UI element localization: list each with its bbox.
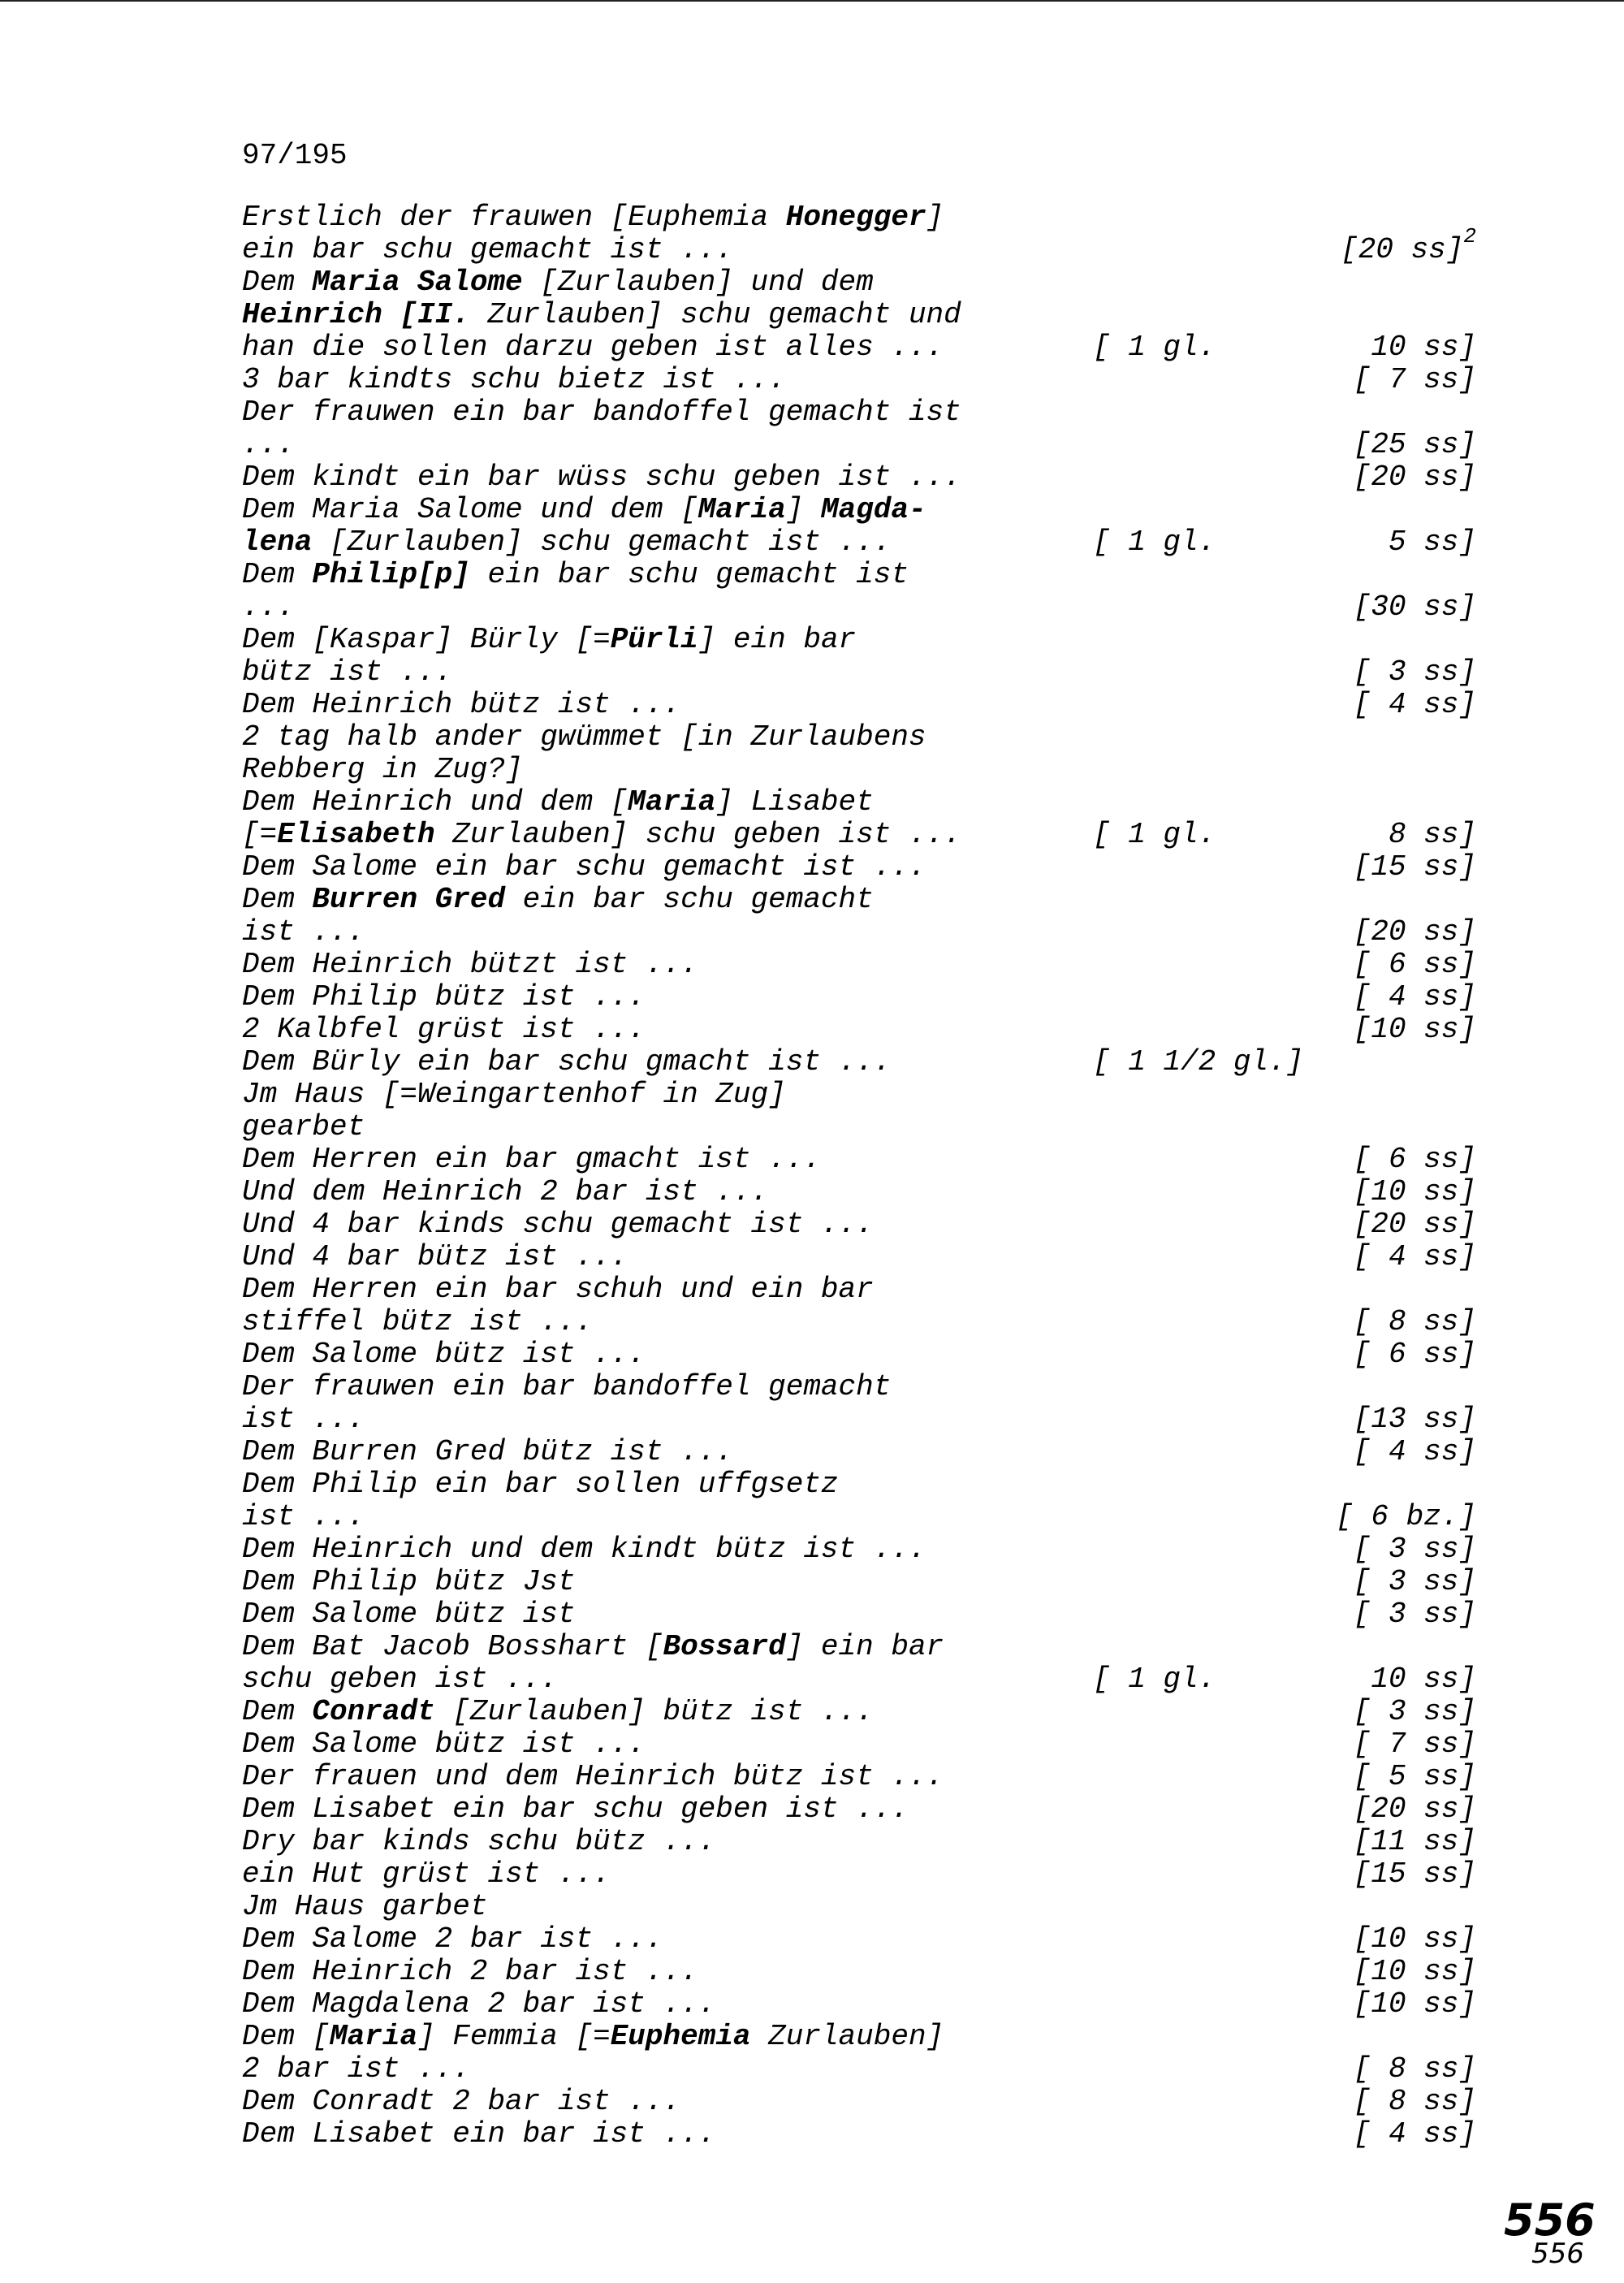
entry-text (242, 1273, 874, 1306)
text-part: Dem Philip ein bar sollen uffgsetz (242, 1468, 839, 1501)
amount-value: [ 7 ss] (1353, 1727, 1476, 1761)
ledger-row (242, 1826, 1476, 1858)
stamp-number-top: 556 (1504, 2194, 1596, 2246)
page-id: 97/195 (242, 139, 348, 172)
shilling-amount (1354, 656, 1476, 689)
amount-value: 10 ss] (1371, 1663, 1476, 1696)
amount-value: [ 4 ss] (1353, 1240, 1476, 1273)
shilling-amount (1354, 591, 1476, 624)
ledger-row (242, 624, 1476, 656)
text-part: Dem Burren Gred bütz ist ... (242, 1435, 733, 1468)
ledger-row (242, 1696, 1476, 1728)
ledger-row (242, 1923, 1476, 1956)
shilling-amount (1354, 1598, 1476, 1631)
entry-text (242, 1209, 874, 1241)
entry-text (242, 201, 944, 234)
shilling-amount (1389, 819, 1476, 851)
text-part: [Zurlauben] schu gemacht ist ... (312, 525, 892, 559)
amount-value: [11 ss] (1353, 1825, 1476, 1858)
amount-value: [10 ss] (1353, 1922, 1476, 1956)
entry-text (242, 1371, 891, 1403)
entry-text (242, 559, 909, 591)
shilling-amount (1354, 1826, 1476, 1858)
shilling-amount (1354, 1403, 1476, 1436)
entry-text (242, 2053, 470, 2086)
shilling-amount (1354, 2086, 1476, 2118)
amount-value: [10 ss] (1353, 1013, 1476, 1046)
entry-text (242, 721, 926, 754)
shilling-amount (1354, 1306, 1476, 1338)
text-part: ] (785, 493, 821, 526)
ledger-row (242, 1663, 1476, 1696)
page-top-border (0, 0, 1624, 2)
ledger-row (242, 2118, 1476, 2151)
shilling-amount (1354, 689, 1476, 721)
ledger-row (242, 299, 1476, 331)
ledger-row (242, 1761, 1476, 1793)
amount-value: [15 ss] (1353, 1857, 1476, 1891)
gulden-amount: [ 1 gl. (1093, 331, 1216, 364)
gulden-amount: [ 1 gl. (1093, 818, 1216, 851)
entry-text (242, 1501, 365, 1533)
entry-text (242, 266, 874, 299)
text-part: ist ... (242, 1500, 365, 1533)
shilling-amount (1354, 851, 1476, 884)
ledger-row (242, 331, 1476, 364)
text-part: ist ... (242, 1403, 365, 1436)
bold-name: Conradt (312, 1695, 435, 1728)
shilling-amount (1371, 331, 1476, 364)
ledger-row (242, 1403, 1476, 1436)
entry-text (242, 1468, 839, 1501)
text-part: Und 4 bar bütz ist ... (242, 1240, 628, 1273)
amount-value: [ 3 ss] (1353, 1695, 1476, 1728)
ledger-row (242, 1338, 1476, 1371)
shilling-amount (1354, 1761, 1476, 1793)
entry-text (242, 2021, 944, 2053)
entry-text (242, 1403, 365, 1436)
text-part: Der frauwen ein bar bandoffel gemacht (242, 1370, 892, 1403)
ledger-row (242, 1436, 1476, 1468)
amount-value: [ 6 ss] (1353, 1338, 1476, 1371)
text-part: Und 4 bar kinds schu gemacht ist ... (242, 1208, 874, 1241)
ledger-row (242, 461, 1476, 494)
entry-text (242, 754, 523, 786)
text-part: Dem Bat Jacob Bosshart [ (242, 1630, 663, 1663)
text-part: han die sollen darzu geben ist alles ... (242, 331, 944, 364)
entry-text (242, 1046, 891, 1079)
bold-name: lena (242, 525, 313, 559)
amount-value: [ 8 ss] (1353, 1305, 1476, 1338)
bold-name: Heinrich [II. (242, 298, 470, 331)
shilling-amount (1354, 949, 1476, 981)
entry-text (242, 1728, 646, 1761)
ledger-row (242, 1111, 1476, 1144)
entry-text (242, 1144, 821, 1176)
ledger-row (242, 2086, 1476, 2118)
amount-value: [10 ss] (1353, 1955, 1476, 1988)
stamp-number-bottom: 556 (1531, 2238, 1584, 2266)
entry-text (242, 786, 874, 819)
text-part: Jm Haus [=Weingartenhof in Zug] (242, 1078, 786, 1111)
amount-value: [ 6 ss] (1353, 1143, 1476, 1176)
ledger-row (242, 494, 1476, 526)
text-part: Zurlauben] (750, 2020, 944, 2053)
entry-text (242, 981, 646, 1014)
entry-text (242, 1079, 786, 1111)
entry-text (242, 1826, 715, 1858)
text-part: bütz ist ... (242, 655, 453, 689)
text-part: Dem Philip bütz Jst (242, 1565, 576, 1598)
text-part: Jm Haus garbet (242, 1890, 488, 1923)
shilling-amount (1354, 461, 1476, 494)
text-part: Dem Salome bütz ist ... (242, 1727, 646, 1761)
amount-value: [ 3 ss] (1353, 1565, 1476, 1598)
ledger-row (242, 1209, 1476, 1241)
ledger-row (242, 916, 1476, 949)
bold-name: Maria (330, 2020, 418, 2053)
entry-text (242, 364, 786, 396)
entry-text (242, 949, 698, 981)
amount-value: [ 4 ss] (1353, 1435, 1476, 1468)
text-part: ] ein bar (785, 1630, 944, 1663)
shilling-amount (1389, 526, 1476, 559)
shilling-amount (1354, 916, 1476, 949)
shilling-amount (1354, 1144, 1476, 1176)
amount-value: [20 ss] (1341, 233, 1464, 266)
entry-text (242, 689, 680, 721)
gulden-amount: [ 1 gl. (1093, 525, 1216, 559)
ledger-row (242, 1176, 1476, 1209)
shilling-amount (1354, 981, 1476, 1014)
shilling-amount (1354, 1728, 1476, 1761)
ledger-row (242, 1144, 1476, 1176)
shilling-amount (1371, 1663, 1476, 1696)
text-part: Dem [ (242, 2020, 330, 2053)
ledger-row (242, 786, 1476, 819)
ledger-row (242, 1566, 1476, 1598)
shilling-amount (1354, 1014, 1476, 1046)
amount-value: [ 5 ss] (1353, 1760, 1476, 1793)
shilling-amount (1354, 2118, 1476, 2151)
text-part: [= (242, 818, 278, 851)
entry-text (242, 461, 961, 494)
ledger-row (242, 559, 1476, 591)
ledger-row (242, 1988, 1476, 2021)
amount-value: [ 6 bz.] (1336, 1500, 1476, 1533)
amount-value: [ 3 ss] (1353, 1533, 1476, 1566)
text-part: ein bar schu gemacht ist ... (242, 233, 733, 266)
entry-text (242, 851, 926, 884)
gulden-amount: [ 1 1/2 gl.] (1093, 1045, 1304, 1079)
text-part: ist ... (242, 915, 365, 949)
amount-value: [25 ss] (1353, 428, 1476, 461)
ledger-row (242, 851, 1476, 884)
text-part: Dem Heinrich 2 bar ist ... (242, 1955, 698, 1988)
text-part: Dem (242, 1695, 313, 1728)
ledger-row (242, 2021, 1476, 2053)
text-part: Und dem Heinrich 2 bar ist ... (242, 1175, 769, 1209)
ledger-row (242, 656, 1476, 689)
bold-name: Burren Gred (312, 883, 506, 916)
ledger-row (242, 224, 1476, 266)
shilling-amount (1354, 1436, 1476, 1468)
ledger-row (242, 819, 1476, 851)
text-part: Dem Salome ein bar schu gemacht ist ... (242, 850, 926, 884)
entry-text (242, 1566, 575, 1598)
entry-text (242, 1241, 628, 1273)
entry-text (242, 916, 365, 949)
ledger-row (242, 689, 1476, 721)
text-part: Der frauen und dem Heinrich bütz ist ... (242, 1760, 944, 1793)
shilling-amount (1354, 1241, 1476, 1273)
ledger-row (242, 526, 1476, 559)
ledger-row (242, 1371, 1476, 1403)
text-part: Dem Heinrich und dem [ (242, 785, 628, 819)
text-part: Dem Salome bütz ist (242, 1598, 576, 1631)
entry-text (242, 1111, 365, 1144)
amount-value: [13 ss] (1353, 1403, 1476, 1436)
ledger-row (242, 1956, 1476, 1988)
amount-value: [20 ss] (1353, 1208, 1476, 1241)
text-part: Dem Heinrich bütz ist ... (242, 688, 681, 721)
entry-text (242, 1858, 611, 1891)
shilling-amount (1354, 1696, 1476, 1728)
shilling-amount (1354, 1533, 1476, 1566)
entry-text (242, 1956, 698, 1988)
entry-text (242, 2118, 715, 2151)
shilling-amount (1354, 1338, 1476, 1371)
entry-text (242, 1014, 646, 1046)
bold-name: Euphemia (610, 2020, 751, 2053)
amount-value: [20 ss] (1353, 915, 1476, 949)
amount-value: [ 4 ss] (1353, 688, 1476, 721)
text-part: Dem Magdalena 2 bar ist ... (242, 1987, 716, 2021)
text-part: Dem Heinrich und dem kindt bütz ist ... (242, 1533, 926, 1566)
amount-value: [20 ss] (1353, 1792, 1476, 1826)
text-part: Dem Maria Salome und dem [ (242, 493, 698, 526)
amount-value: [ 8 ss] (1353, 2085, 1476, 2118)
bold-name: Philip[p] (312, 558, 470, 591)
ledger-entries (242, 201, 1476, 2151)
ledger-row (242, 1079, 1476, 1111)
shilling-amount (1354, 1858, 1476, 1891)
handwritten-page-number (1499, 2193, 1596, 2266)
ledger-row (242, 754, 1476, 786)
entry-text (242, 1988, 715, 2021)
ledger-row (242, 396, 1476, 429)
text-part: gearbet (242, 1110, 365, 1144)
entry-text (242, 429, 295, 461)
text-part: stiffel bütz ist ... (242, 1305, 594, 1338)
text-part: ] Lisabet (715, 785, 874, 819)
entry-text (242, 1891, 487, 1923)
text-part: ... (242, 428, 295, 461)
text-part: 2 tag halb ander gwümmet [in Zurlaubens (242, 720, 926, 754)
text-part: ein bar schu gemacht ist (469, 558, 909, 591)
shilling-amount (1354, 1923, 1476, 1956)
amount-value: [20 ss] (1353, 460, 1476, 494)
shilling-amount (1336, 1501, 1476, 1533)
shilling-amount (1354, 1956, 1476, 1988)
ledger-row (242, 884, 1476, 916)
text-part: Dem Lisabet ein bar schu geben ist ... (242, 1792, 909, 1826)
ledger-row (242, 1631, 1476, 1663)
amount-value: [ 4 ss] (1353, 2117, 1476, 2151)
text-part: [Zurlauben] und dem (522, 266, 874, 299)
entry-text (242, 656, 452, 689)
text-part: Dem Conradt 2 bar ist ... (242, 2085, 681, 2118)
text-part: ] (926, 201, 944, 234)
ledger-row (242, 1501, 1476, 1533)
bold-name: Maria (628, 785, 716, 819)
ledger-row (242, 1241, 1476, 1273)
bold-name: Maria (698, 493, 786, 526)
entry-text (242, 526, 891, 559)
ledger-row (242, 721, 1476, 754)
entry-text (242, 2086, 680, 2118)
bold-name: Magda- (820, 493, 926, 526)
entry-text (242, 1533, 926, 1566)
entry-text (242, 1923, 663, 1956)
amount-value: 10 ss] (1371, 331, 1476, 364)
text-part: Rebberg in Zug?] (242, 753, 523, 786)
text-part: ] ein bar (698, 623, 857, 656)
ledger-row (242, 201, 1476, 234)
ledger-row (242, 981, 1476, 1014)
ledger-row (242, 591, 1476, 624)
text-part: Zurlauben] schu geben ist ... (434, 818, 961, 851)
amount-value: [10 ss] (1353, 1175, 1476, 1209)
ledger-row (242, 1306, 1476, 1338)
shilling-amount (1354, 429, 1476, 461)
ledger-row (242, 949, 1476, 981)
entry-text (242, 1696, 874, 1728)
entry-text (242, 299, 961, 331)
shilling-amount (1354, 1793, 1476, 1826)
gulden-amount: [ 1 gl. (1093, 1663, 1216, 1696)
text-part: 2 bar ist ... (242, 2052, 470, 2086)
entry-text (242, 1176, 768, 1209)
text-part: Zurlauben] schu gemacht und (469, 298, 961, 331)
text-part: ... (242, 590, 295, 624)
text-part: Dem Salome 2 bar ist ... (242, 1922, 663, 1956)
shilling-amount (1354, 2053, 1476, 2086)
ledger-row (242, 1468, 1476, 1501)
amount-value: 5 ss] (1388, 525, 1476, 559)
bold-name: Elisabeth (277, 818, 435, 851)
ledger-row (242, 1793, 1476, 1826)
text-part: Dem Bürly ein bar schu gmacht ist ... (242, 1045, 892, 1079)
entry-text (242, 234, 733, 266)
ledger-row (242, 1891, 1476, 1923)
text-part: Dem (242, 266, 313, 299)
shilling-amount (1354, 1209, 1476, 1241)
amount-value: [15 ss] (1353, 850, 1476, 884)
ledger-row (242, 1728, 1476, 1761)
entry-text (242, 884, 874, 916)
ledger-row (242, 364, 1476, 396)
text-part: Dem Philip bütz ist ... (242, 980, 646, 1014)
amount-value: [ 7 ss] (1353, 363, 1476, 396)
entry-text (242, 396, 961, 429)
entry-text (242, 1663, 558, 1696)
shilling-amount (1354, 1988, 1476, 2021)
entry-text (242, 1306, 593, 1338)
amount-value: 8 ss] (1388, 818, 1476, 851)
bold-name: Pürli (610, 623, 698, 656)
amount-value: [30 ss] (1353, 590, 1476, 624)
text-part: Erstlich der frauwen [Euphemia (242, 201, 786, 234)
text-part: Dem Herren ein bar schuh und ein bar (242, 1273, 874, 1306)
bold-name: Bossard (663, 1630, 786, 1663)
entry-text (242, 819, 961, 851)
entry-text (242, 624, 856, 656)
text-part: 2 Kalbfel grüst ist ... (242, 1013, 646, 1046)
ledger-row (242, 1273, 1476, 1306)
ledger-row (242, 1858, 1476, 1891)
text-part: schu geben ist ... (242, 1663, 558, 1696)
text-part: Dem (242, 558, 313, 591)
amount-value: [ 3 ss] (1353, 655, 1476, 689)
shilling-amount (1341, 224, 1476, 266)
shilling-amount (1354, 1176, 1476, 1209)
ledger-row (242, 1598, 1476, 1631)
text-part: Dry bar kinds schu bütz ... (242, 1825, 716, 1858)
entry-text (242, 1761, 944, 1793)
footnote-marker: 2 (1463, 224, 1476, 249)
entry-text (242, 1631, 944, 1663)
ledger-row (242, 2053, 1476, 2086)
entry-text (242, 591, 295, 624)
shilling-amount (1354, 364, 1476, 396)
text-part: Dem Salome bütz ist ... (242, 1338, 646, 1371)
text-part: ] Femmia [= (417, 2020, 611, 2053)
ledger-row (242, 266, 1476, 299)
entry-text (242, 1793, 909, 1826)
ledger-row (242, 1014, 1476, 1046)
bold-name: Honegger (785, 201, 926, 234)
text-part: Dem kindt ein bar wüss schu geben ist ... (242, 460, 961, 494)
ledger-row (242, 1533, 1476, 1566)
text-part: ein bar schu gemacht (505, 883, 874, 916)
amount-value: [ 4 ss] (1353, 980, 1476, 1014)
text-part: Dem (242, 883, 313, 916)
text-part: Der frauwen ein bar bandoffel gemacht ist (242, 396, 961, 429)
amount-value: [10 ss] (1353, 1987, 1476, 2021)
text-part: Dem Heinrich bützt ist ... (242, 948, 698, 981)
bold-name: Maria Salome (312, 266, 523, 299)
text-part: 3 bar kindts schu bietz ist ... (242, 363, 786, 396)
text-part: Dem Lisabet ein bar ist ... (242, 2117, 716, 2151)
shilling-amount (1354, 1566, 1476, 1598)
entry-text (242, 1436, 733, 1468)
entry-text (242, 494, 926, 526)
ledger-row (242, 1046, 1476, 1079)
amount-value: [ 8 ss] (1353, 2052, 1476, 2086)
entry-text (242, 1338, 646, 1371)
entry-text (242, 331, 944, 364)
amount-value: [ 6 ss] (1353, 948, 1476, 981)
text-part: Dem [Kaspar] Bürly [= (242, 623, 611, 656)
amount-value: [ 3 ss] (1353, 1598, 1476, 1631)
ledger-row (242, 429, 1476, 461)
text-part: Dem Herren ein bar gmacht ist ... (242, 1143, 821, 1176)
text-part: ein Hut grüst ist ... (242, 1857, 611, 1891)
text-part: [Zurlauben] bütz ist ... (434, 1695, 874, 1728)
entry-text (242, 1598, 575, 1631)
